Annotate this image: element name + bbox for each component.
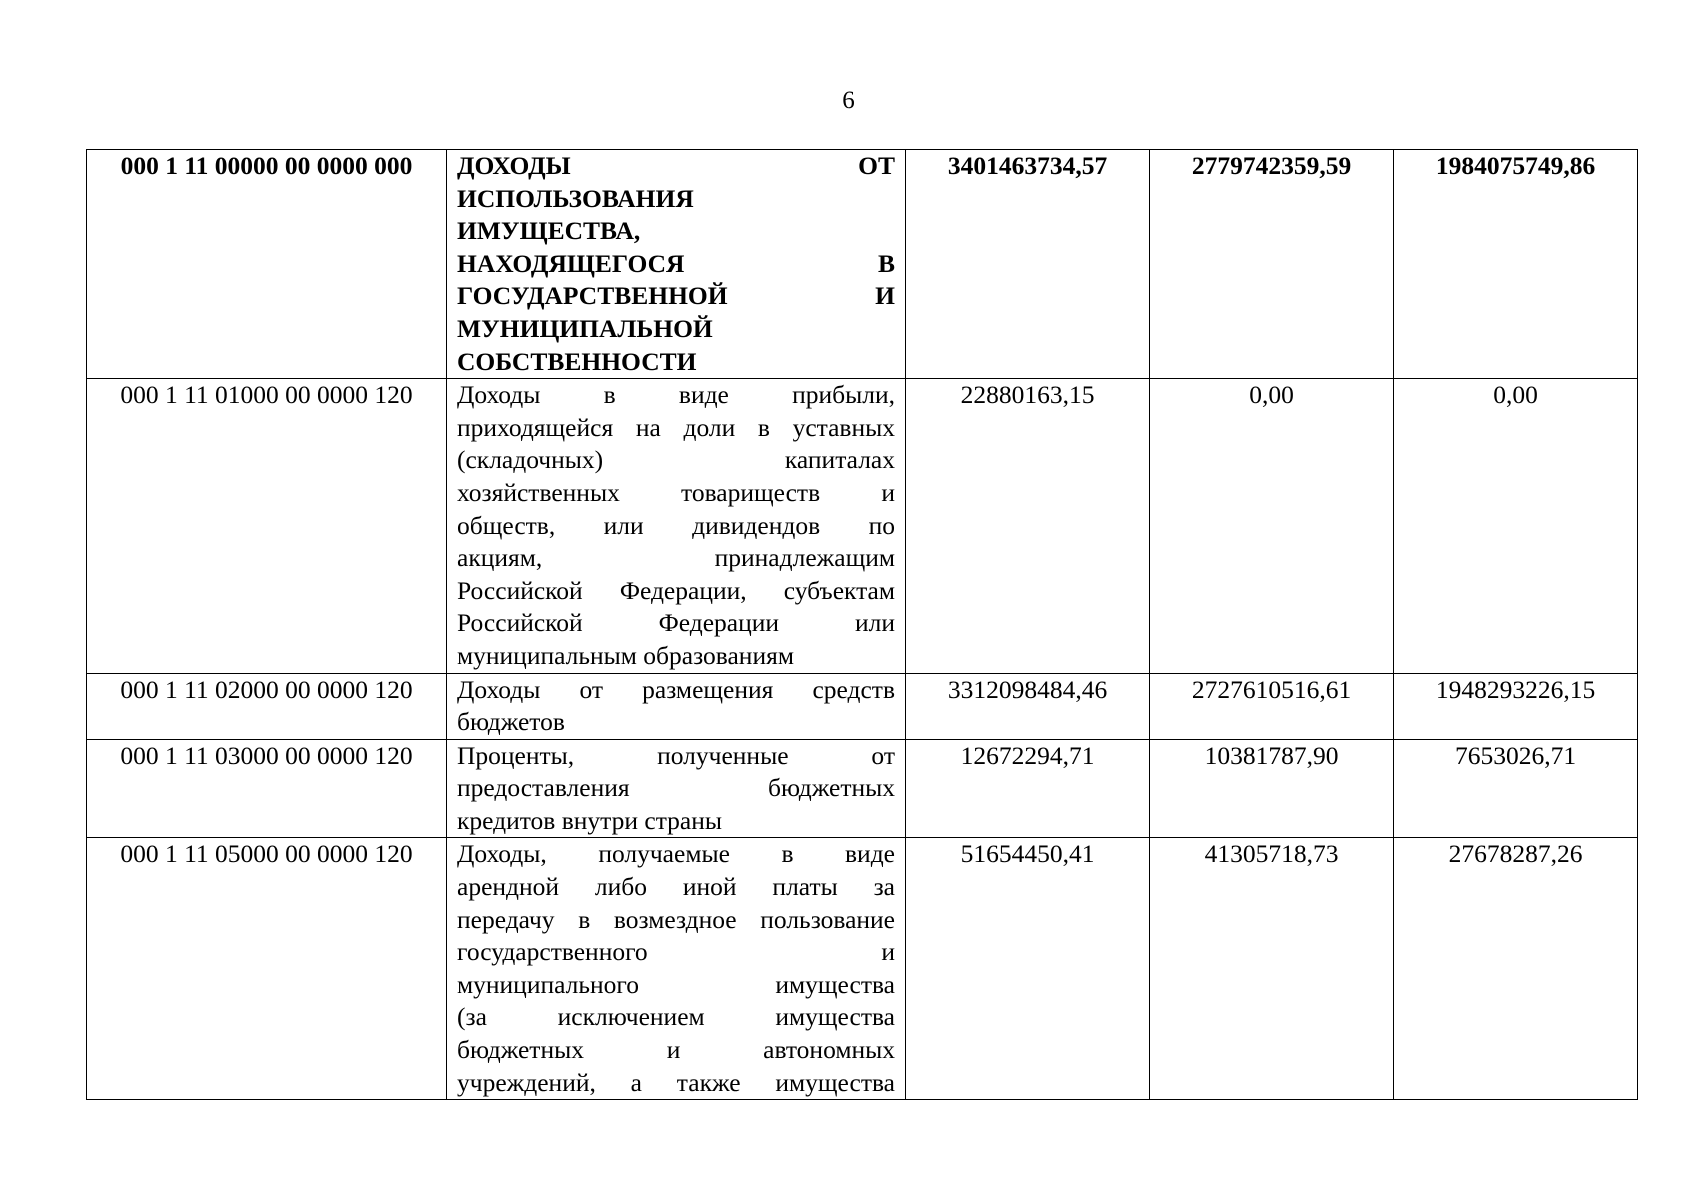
- income-name-cell: [447, 150, 906, 379]
- income-name-line: НАХОДЯЩЕГОСЯ В: [457, 248, 895, 278]
- income-name-line: муниципальным образованиям: [457, 640, 794, 670]
- income-name-line: ДОХОДЫ ОТ: [457, 151, 895, 180]
- income-name-line: Доходы в виде прибыли,: [457, 380, 895, 410]
- income-name-line: (за исключением имущества: [457, 1002, 895, 1032]
- amount-cell-1: 51654450,41: [906, 838, 1150, 1100]
- income-name-line: муниципального имущества: [457, 969, 895, 999]
- amount-cell-2: 2727610516,61: [1150, 673, 1394, 739]
- income-name-line: обществ, или дивидендов по: [457, 510, 895, 540]
- income-name-line: арендной либо иной платы за: [457, 872, 895, 902]
- budget-code-cell: 000 1 11 03000 00 0000 120: [87, 739, 447, 838]
- budget-code-cell: 000 1 11 05000 00 0000 120: [87, 838, 447, 1100]
- income-name-line: предоставления бюджетных: [457, 773, 895, 803]
- amount-cell-3: 1984075749,86: [1394, 150, 1638, 379]
- income-name-line: кредитов внутри страны: [457, 805, 722, 835]
- income-name-line: передачу в возмездное пользование: [457, 904, 895, 934]
- budget-code-cell: 000 1 11 02000 00 0000 120: [87, 673, 447, 739]
- table-row: [87, 739, 1638, 838]
- income-name-line: Российской Федерации, субъектам: [457, 575, 895, 605]
- amount-cell-1: 3312098484,46: [906, 673, 1150, 739]
- table-row: [87, 150, 1638, 379]
- income-name-cell: [447, 673, 906, 739]
- table-row: [87, 379, 1638, 673]
- income-name-cell: [447, 739, 906, 838]
- income-name-line: Российской Федерации или: [457, 608, 895, 638]
- income-name-line: приходящейся на доли в уставных: [457, 412, 895, 442]
- amount-cell-3: 27678287,26: [1394, 838, 1638, 1100]
- income-name-line: СОБСТВЕННОСТИ: [457, 346, 697, 376]
- amount-cell-1: 3401463734,57: [906, 150, 1150, 379]
- income-name-line: ИМУЩЕСТВА,: [457, 216, 641, 246]
- amount-cell-1: 12672294,71: [906, 739, 1150, 838]
- revenue-table: [86, 149, 1638, 1100]
- income-name-line: бюджетных и автономных: [457, 1035, 895, 1065]
- budget-code-cell: 000 1 11 01000 00 0000 120: [87, 379, 447, 673]
- income-name-line: акциям, принадлежащим: [457, 543, 895, 573]
- income-name-line: Доходы, получаемые в виде: [457, 839, 895, 869]
- income-name-line: Проценты, полученные от: [457, 740, 895, 770]
- income-name-line: ИСПОЛЬЗОВАНИЯ: [457, 183, 694, 213]
- income-name-cell: [447, 379, 906, 673]
- income-name-line: МУНИЦИПАЛЬНОЙ: [457, 313, 713, 343]
- income-name-line: бюджетов: [457, 707, 565, 737]
- page-number: 6: [842, 87, 855, 114]
- amount-cell-3: 1948293226,15: [1394, 673, 1638, 739]
- income-name-line: учреждений, а также имущества: [457, 1067, 895, 1097]
- amount-cell-3: 7653026,71: [1394, 739, 1638, 838]
- income-name-line: государственного и: [457, 937, 895, 967]
- table-row: [87, 673, 1638, 739]
- amount-cell-3: 0,00: [1394, 379, 1638, 673]
- amount-cell-2: 2779742359,59: [1150, 150, 1394, 379]
- amount-cell-2: 0,00: [1150, 379, 1394, 673]
- budget-code-cell: 000 1 11 00000 00 0000 000: [87, 150, 447, 379]
- income-name-line: ГОСУДАРСТВЕННОЙ И: [457, 281, 895, 311]
- income-name-line: хозяйственных товариществ и: [457, 477, 895, 507]
- table-row: [87, 838, 1638, 1100]
- income-name-line: (складочных) капиталах: [457, 445, 895, 475]
- amount-cell-1: 22880163,15: [906, 379, 1150, 673]
- amount-cell-2: 10381787,90: [1150, 739, 1394, 838]
- amount-cell-2: 41305718,73: [1150, 838, 1394, 1100]
- income-name-line: Доходы от размещения средств: [457, 674, 895, 704]
- income-name-cell: [447, 838, 906, 1100]
